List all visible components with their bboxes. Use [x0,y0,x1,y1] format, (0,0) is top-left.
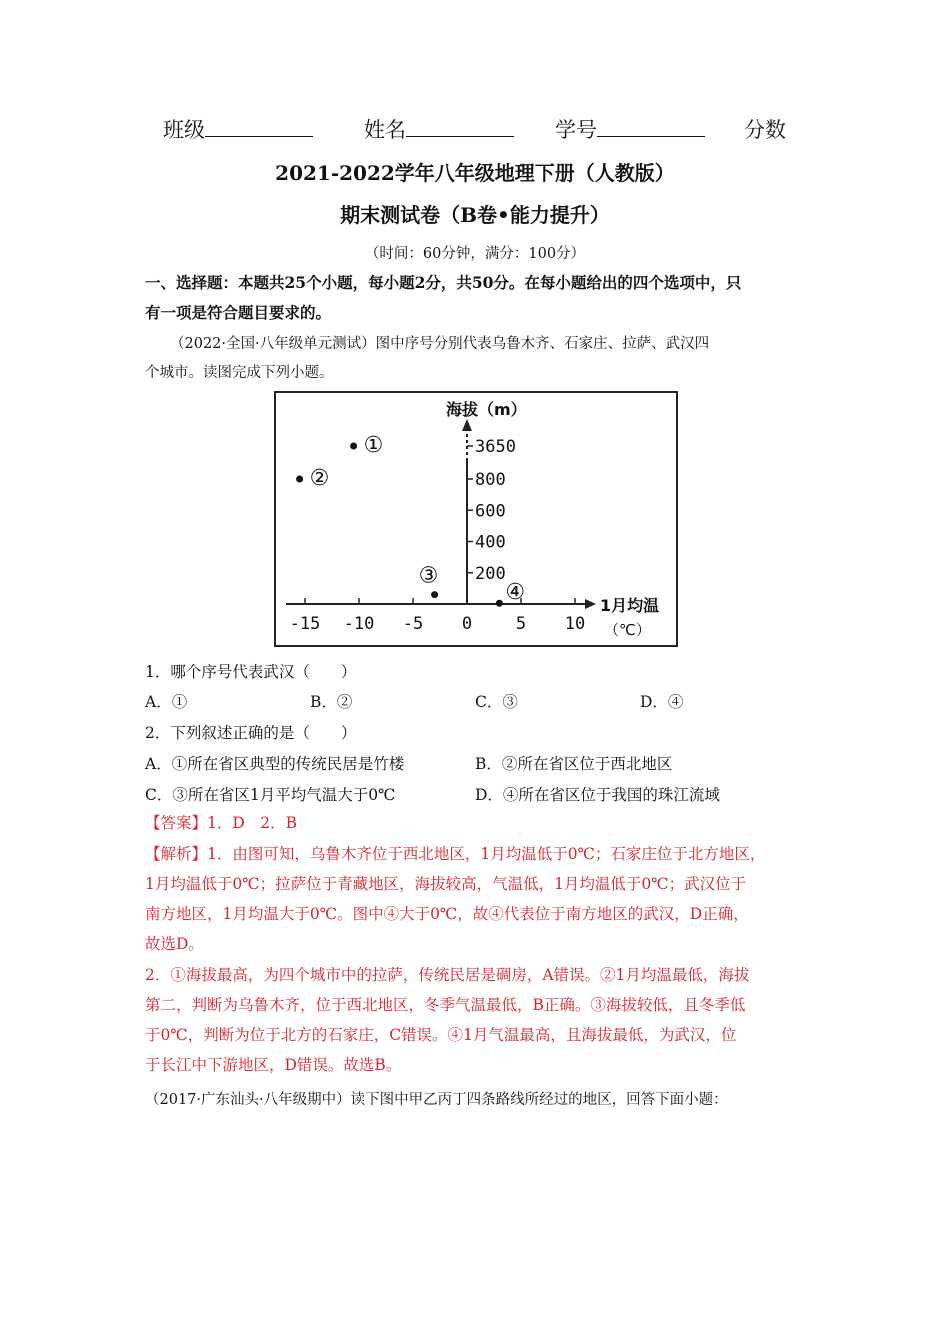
q1-option-b[interactable]: B．② [310,693,353,711]
y-tick-label: 3650 [475,437,516,457]
x-axis-unit: （℃） [604,621,651,639]
data-point-label: ② [309,466,330,491]
data-point [431,591,438,598]
class-blank[interactable] [205,116,313,137]
class-field [163,114,313,144]
id-label: 学号 [555,118,597,142]
id-field [555,114,705,144]
score-label: 分数 [744,118,786,142]
q2-option-c[interactable]: C．③所在省区1月平均气温大于0℃ [145,786,396,804]
q2-option-a[interactable]: A．①所在省区典型的传统民居是竹楼 [145,755,405,773]
x-tick-label: -5 [402,614,424,634]
x-axis-arrow [585,599,596,609]
analysis-p1-line4: 故选D。 [145,935,204,953]
section-heading-line1: 一、选择题：本题共25个小题，每小题2分，共50分。在每小题给出的四个选项中，只 [145,273,742,292]
intro1-line2: 个城市。读图完成下列小题。 [145,365,334,381]
answer-line: 【答案】1．D 2．B [145,814,298,832]
x-tick-label: 5 [515,614,527,634]
section-heading-line2: 有一项是符合题目要求的。 [145,303,332,322]
data-point-label: ③ [418,563,439,589]
x-tick-label: -15 [289,614,321,634]
q2-stem: 2．下列叙述正确的是（ ） [145,724,357,742]
analysis-p1-line2: 1月均温低于0℃；拉萨位于青藏地区，海拔较高，气温低，1月均温低于0℃；武汉位于 [145,875,747,893]
analysis-p1-line1: 【解析】1．由图可知，乌鲁木齐位于西北地区，1月均温低于0℃；石家庄位于北方地区， [145,845,766,863]
name-blank[interactable] [406,116,514,137]
y-tick-label: 400 [475,532,506,553]
q1-option-c[interactable]: C．③ [475,693,518,711]
data-point [296,476,303,483]
y-tick-label: 800 [475,470,506,490]
q2-option-d[interactable]: D．④所在省区位于我国的珠江流域 [475,786,720,804]
y-axis-arrow [462,419,472,431]
analysis-p1-line3: 南方地区，1月均温大于0℃。图中④大于0℃，故④代表位于南方地区的武汉，D正确， [145,905,749,923]
intro1-line1: （2022·全国·八年级单元测试）图中序号分别代表乌鲁木齐、石家庄、拉萨、武汉四 [170,336,710,352]
analysis-p2-line4: 于长江中下游地区，D错误。故选B。 [145,1056,402,1074]
name-field [364,114,514,144]
x-tick-label: 10 [564,614,586,634]
q1-stem: 1．哪个序号代表武汉（ ） [145,663,357,681]
intro2-line: （2017·广东汕头·八年级期中）读下图中甲乙丙丁四条路线所经过的地区，回答下面小题： [145,1092,728,1108]
name-label: 姓名 [364,118,406,142]
x-tick-label: -10 [343,614,375,634]
data-point [350,443,357,450]
class-label: 班级 [163,118,205,142]
data-point [496,600,503,607]
x-tick-label: 0 [461,614,473,634]
y-tick-label: 200 [475,563,506,584]
exam-info: （时间：60分钟，满分：100分） [364,246,586,262]
exam-subtitle: 期末测试卷（B卷•能力提升） [340,203,610,227]
analysis-p2-line3: 于0℃，判断为位于北方的石家庄，C错误。④1月气温最高，且海拔最低，为武汉，位 [145,1026,737,1044]
data-point-label: ④ [505,580,526,606]
id-blank[interactable] [597,116,705,137]
exam-title: 2021-2022学年八年级地理下册（人教版） [275,161,675,185]
q1-option-d[interactable]: D．④ [640,693,684,711]
q2-option-b[interactable]: B．②所在省区位于西北地区 [475,755,673,773]
analysis-p2-line1: 2．①海拔最高，为四个城市中的拉萨，传统民居是碉房，A错误。②1月均温最低，海拔 [145,966,750,984]
x-axis-label: 1月均温 [600,596,660,615]
altitude-temperature-chart [274,391,678,647]
data-point-label: ① [363,433,384,458]
y-tick-label: 600 [475,501,506,522]
analysis-p2-line2: 第二，判断为乌鲁木齐，位于西北地区，冬季气温最低，B正确。③海拔较低，且冬季低 [145,996,746,1014]
q1-option-a[interactable]: A．① [145,693,188,711]
y-axis-label: 海拔（m） [446,400,527,419]
